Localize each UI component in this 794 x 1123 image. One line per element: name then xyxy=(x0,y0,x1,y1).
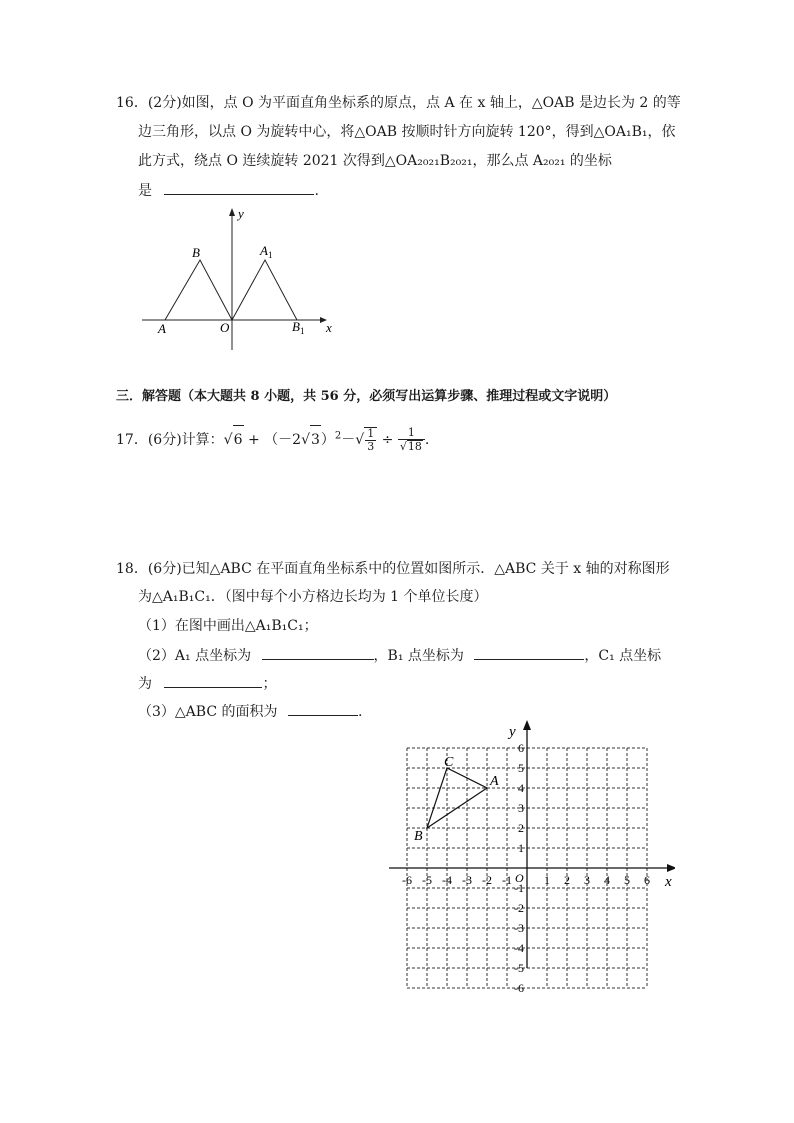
x-tick-label: -2 xyxy=(482,873,492,887)
x-tick-label: -3 xyxy=(462,873,472,887)
y-tick-label: 5 xyxy=(518,761,524,775)
origin-label: O xyxy=(515,871,524,885)
q18-grid xyxy=(385,720,675,1015)
y-tick-label: 3 xyxy=(518,801,524,815)
q18-part3: （3）△ABC 的面积为 . xyxy=(138,701,362,721)
fig16-B-label: B xyxy=(192,245,200,260)
y-axis-arrow xyxy=(523,720,531,730)
y-tick-label: -5 xyxy=(514,961,524,975)
y-axis-label: y xyxy=(509,724,516,740)
q18-part2: （2）A₁ 点坐标为 ，B₁ 点坐标为 ，C₁ 点坐标 xyxy=(138,645,661,665)
x-axis-label: x xyxy=(665,874,672,890)
fig16-B1-label: $B_1$ xyxy=(292,319,305,336)
q17-line: 17．(6分)计算：$√6 + (-2√3)^2-√$ $\frac{1}{3}$ ÷ $\frac{1}{√18}$ . xyxy=(116,426,430,453)
fig16-O-label: O xyxy=(220,320,230,335)
x-tick-label: -6 xyxy=(402,873,412,887)
x-tick-label: 5 xyxy=(624,873,630,887)
section3-title: 三．解答题（本大题共 8 小题，共 56 分，必须写出运算步骤、推理过程或文字说明） xyxy=(116,389,617,404)
x-tick-label: 3 xyxy=(584,873,590,887)
x-axis-arrow xyxy=(667,864,675,872)
y-tick-label: 6 xyxy=(518,741,524,755)
point-C-label: C xyxy=(444,755,454,770)
fig16-A-label: A xyxy=(158,321,166,336)
q18-line1: 18．(6分)已知△ABC 在平面直角坐标系中的位置如图所示．△ABC 关于 x 轴的对称图形 xyxy=(116,561,670,577)
y-tick-label: -2 xyxy=(514,901,524,915)
point-B-label: B xyxy=(414,829,423,844)
q18-line2: 为△A₁B₁C₁．（图中每个小方格边长均为 1 个单位长度） xyxy=(138,589,488,605)
q18-part2-cont: 为 ； xyxy=(138,673,276,693)
q16-line1: 16．(2分)如图，点 O 为平面直角坐标系的原点，点 A 在 x 轴上，△OAB 是边长为 2 的等 xyxy=(116,95,681,111)
y-tick-label: 2 xyxy=(518,821,524,835)
y-tick-label: -1 xyxy=(514,881,524,895)
q18-part1: （1）在图中画出△A₁B₁C₁； xyxy=(138,618,318,634)
y-tick-label: 4 xyxy=(518,781,524,795)
q16-line4: 是 . xyxy=(138,180,319,200)
triangle-abc xyxy=(427,768,487,828)
q18-A1-blank[interactable] xyxy=(262,645,374,660)
q16-line3: 此方式，绕点 O 连续旋转 2021 次得到△OA₂₀₂₁B₂₀₂₁，那么点 A₂₀₂₁ 的坐标 xyxy=(138,153,612,169)
q16-figure xyxy=(140,200,340,350)
x-tick-label: -1 xyxy=(502,873,512,887)
x-tick-label: 4 xyxy=(604,873,610,887)
q16-line2: 边三角形，以点 O 为旋转中心，将△OAB 按顺时针方向旋转 120°，得到△OA₁B₁，依 xyxy=(138,124,676,140)
q18-C1-blank[interactable] xyxy=(164,673,262,688)
q18-area-blank[interactable] xyxy=(288,701,358,716)
q18-B1-blank[interactable] xyxy=(474,645,584,660)
y-tick-label: -3 xyxy=(514,921,524,935)
x-tick-label: 6 xyxy=(644,873,650,887)
x-tick-label: -4 xyxy=(442,873,452,887)
fig16-A1-label: $A_1$ xyxy=(260,243,273,260)
fig16-y-label: y xyxy=(238,206,244,221)
point-A-label: A xyxy=(490,774,499,789)
y-tick-label: 1 xyxy=(518,841,524,855)
y-tick-label: -4 xyxy=(514,941,524,955)
x-tick-label: -5 xyxy=(422,873,432,887)
y-tick-label: -6 xyxy=(514,981,524,995)
fig16-x-label: x xyxy=(326,320,332,335)
x-tick-label: 2 xyxy=(564,873,570,887)
q16-answer-blank[interactable] xyxy=(164,180,314,195)
x-tick-label: 1 xyxy=(544,873,550,887)
